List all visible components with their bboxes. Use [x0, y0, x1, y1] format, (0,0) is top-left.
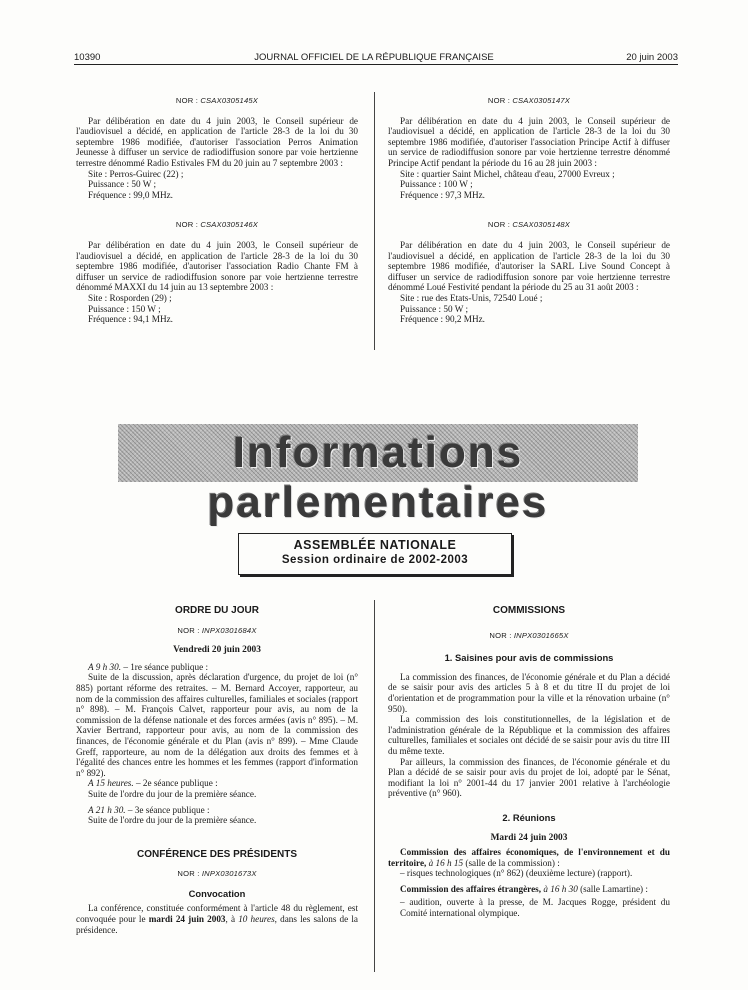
ordre-du-jour-heading: ORDRE DU JOUR: [175, 605, 259, 616]
convocation-heading: Convocation: [188, 887, 246, 899]
section-banner: [118, 424, 638, 527]
notice-frequency: Fréquence : 99,0 MHz.: [88, 189, 173, 200]
session-day: Vendredi 20 juin 2003: [173, 645, 261, 656]
notices-left-column: [76, 96, 358, 325]
reunions-heading: 2. Réunions: [502, 811, 556, 823]
notice-power: Puissance : 50 W ;: [400, 303, 469, 314]
notice-body: Par délibération en date du 4 juin 2003, le Conseil supérieur de l'audiovisuel a décidé, en application de l'article 28-3 de la loi du 30 septembre 1986 modifiée, d'autoriser la SARL Live Sound Concept à diffuser un service de radiodiffusion sonore par voie hertzienne terrestre dénommé Loué Festivité pendant la période du 25 au 31 août 2003 :: [388, 239, 670, 293]
nor-reference: NOR : CSAX0305145X: [175, 96, 259, 105]
nor-reference: NOR : CSAX0305148X: [487, 220, 571, 230]
notice-body: Par délibération en date du 4 juin 2003, le Conseil supérieur de l'audiovisuel a décidé, en application de l'article 28-3 de la loi du 30 septembre 1986 modifiée, d'autoriser l'association Principe Actif à diffuser un service de radiodiffusion sonore par voie hertzienne terrestre dénommé Principe Actif pendant la période du 16 au 28 juin 2003 :: [388, 115, 670, 168]
nor-reference: NOR : INPX0301684X: [177, 625, 257, 635]
column-divider-top: [374, 92, 375, 350]
nor-reference: NOR : INPX0301665X: [489, 630, 569, 640]
saisines-heading: 1. Saisines pour avis de commissions: [444, 652, 614, 664]
column-divider-bottom: [374, 600, 375, 972]
notice-frequency: Fréquence : 90,2 MHz.: [400, 314, 485, 325]
notices-right-column: [388, 96, 670, 325]
notice-block: [76, 96, 358, 200]
convocation-body: La conférence, constituée conformément à l'article 48 du règlement, est convoquée pour le mardi 24 juin 2003, à 10 heures, dans les salons de la présidence.: [76, 903, 358, 935]
notice-site: Site : quartier Saint Michel, château d'eau, 27000 Evreux ;: [400, 168, 615, 179]
notice-frequency: Fréquence : 94,1 MHz.: [88, 314, 173, 325]
header-rule: [74, 64, 678, 65]
commissions-column: [388, 606, 670, 919]
commissions-heading: COMMISSIONS: [492, 605, 566, 616]
nor-reference: NOR : CSAX0305147X: [487, 96, 571, 105]
assembly-title: ASSEMBLÉE NATIONALE: [293, 538, 457, 552]
reunions-day: Mardi 24 juin 2003: [490, 832, 568, 843]
nor-reference: NOR : CSAX0305146X: [175, 220, 259, 230]
notice-body: Par délibération en date du 4 juin 2003, le Conseil supérieur de l'audiovisuel a décidé, en application de l'article 28-3 de la loi du 30 septembre 1986 modifiée, d'autoriser l'association Radio Chante FM à diffuser un service de radiodiffusion sonore par voie hertzienne terrestre dénommé MAXXI du 14 juin au 13 septembre 2003 :: [76, 239, 358, 293]
session-2-body: Suite de l'ordre du jour de la première séance.: [88, 788, 257, 799]
nor-reference: NOR : INPX0301673X: [177, 869, 257, 879]
session-3-title: A 21 h 30. – 3e séance publique :: [88, 804, 210, 815]
session-2-title: A 15 heures. – 2e séance publique :: [88, 778, 218, 789]
notice-power: Puissance : 50 W ;: [88, 179, 157, 190]
notice-block: [388, 96, 670, 200]
saisine-paragraph-3: Par ailleurs, la commission des finances, de l'économie générale et du Plan a décidé de se saisir pour avis du projet de loi, adopté par le Sénat, modifiant la loi n° 2001-44 du 17 janvier 2001 relative à l'archéologie préventive (n° 960).: [388, 756, 670, 799]
ordre-du-jour-column: [76, 606, 358, 935]
page-number: 10390: [74, 52, 101, 63]
notice-power: Puissance : 100 W ;: [400, 179, 473, 190]
assembly-title-box: [238, 533, 512, 575]
notice-site: Site : rue des Etats-Unis, 72540 Loué ;: [400, 292, 543, 303]
commission-1-item: – risques technologiques (n° 862) (deuxième lecture) (rapport).: [400, 868, 633, 879]
notice-body: Par délibération en date du 4 juin 2003, le Conseil supérieur de l'audiovisuel a décidé, en application de l'article 28-3 de la loi du 30 septembre 1986 modifiée, d'autoriser l'association Perros Animation Jeunesse à diffuser un service de radiodiffusion sonore par voie hertzienne terrestre dénommé Radio Estivales FM du 20 juin au 7 septembre 2003 :: [76, 115, 358, 168]
notice-frequency: Fréquence : 97,3 MHz.: [400, 189, 485, 200]
notice-block: [388, 220, 670, 324]
notice-site: Site : Perros-Guirec (22) ;: [88, 168, 184, 179]
session-title: Session ordinaire de 2002-2003: [281, 554, 469, 566]
saisine-paragraph-1: La commission des finances, de l'économie générale et du Plan a décidé de se saisir pour avis des articles 5 à 8 et du titre II du projet de loi d'orientation et de programmation pour la ville et la rénovation urbaine (n° 950).: [388, 671, 670, 714]
commission-1-title: Commission des affaires économiques, de l'environnement et du territoire, à 16 h 15 (salle de la commission) :: [388, 847, 670, 868]
session-1-title: A 9 h 30. – 1re séance publique :: [88, 661, 209, 672]
issue-date: 20 juin 2003: [626, 52, 678, 63]
banner-title: Informations parlementaires: [207, 428, 549, 527]
session-1-body: Suite de la discussion, après déclaration d'urgence, du projet de loi (n° 885) portant réforme des retraites. – M. Bernard Accoyer, rapporteur, au nom de la commission des affaires culturelles, familiales et sociales (rapport n° 898). – M. François Calvet, rapporteur pour avis, au nom de la commission de la défense nationale et des forces armées (avis n° 895). – M. Xavier Bertrand, rapporteur pour avis, au nom de la commission des finances, de l'économie générale et du Plan (avis n° 899). – Mme Claude Greff, rapporteure, au nom de la délégation aux droits des femmes et à l'égalité des chances entre les hommes et les femmes (rapport d'information n° 892).: [76, 672, 358, 778]
journal-title: JOURNAL OFFICIEL DE LA RÉPUBLIQUE FRANÇAISE: [254, 52, 494, 63]
saisine-paragraph-2: La commission des lois constitutionnelles, de la législation et de l'administration générale de la République et la commission des affaires culturelles, familiales et sociales ont décidé de se saisir pour avis du titre III du même texte.: [388, 714, 670, 756]
notice-power: Puissance : 150 W ;: [88, 303, 161, 314]
conference-heading: CONFÉRENCE DES PRÉSIDENTS: [136, 848, 298, 860]
session-3-body: Suite de l'ordre du jour de la première séance.: [88, 815, 257, 826]
commission-2-title: Commission des affaires étrangères, à 16 h 30 (salle Lamartine) :: [400, 883, 648, 894]
notice-site: Site : Rosporden (29) ;: [88, 292, 172, 303]
notice-block: [76, 220, 358, 324]
commission-2-item: – audition, ouverte à la presse, de M. Jacques Rogge, président du Comité international olympique.: [400, 897, 670, 919]
